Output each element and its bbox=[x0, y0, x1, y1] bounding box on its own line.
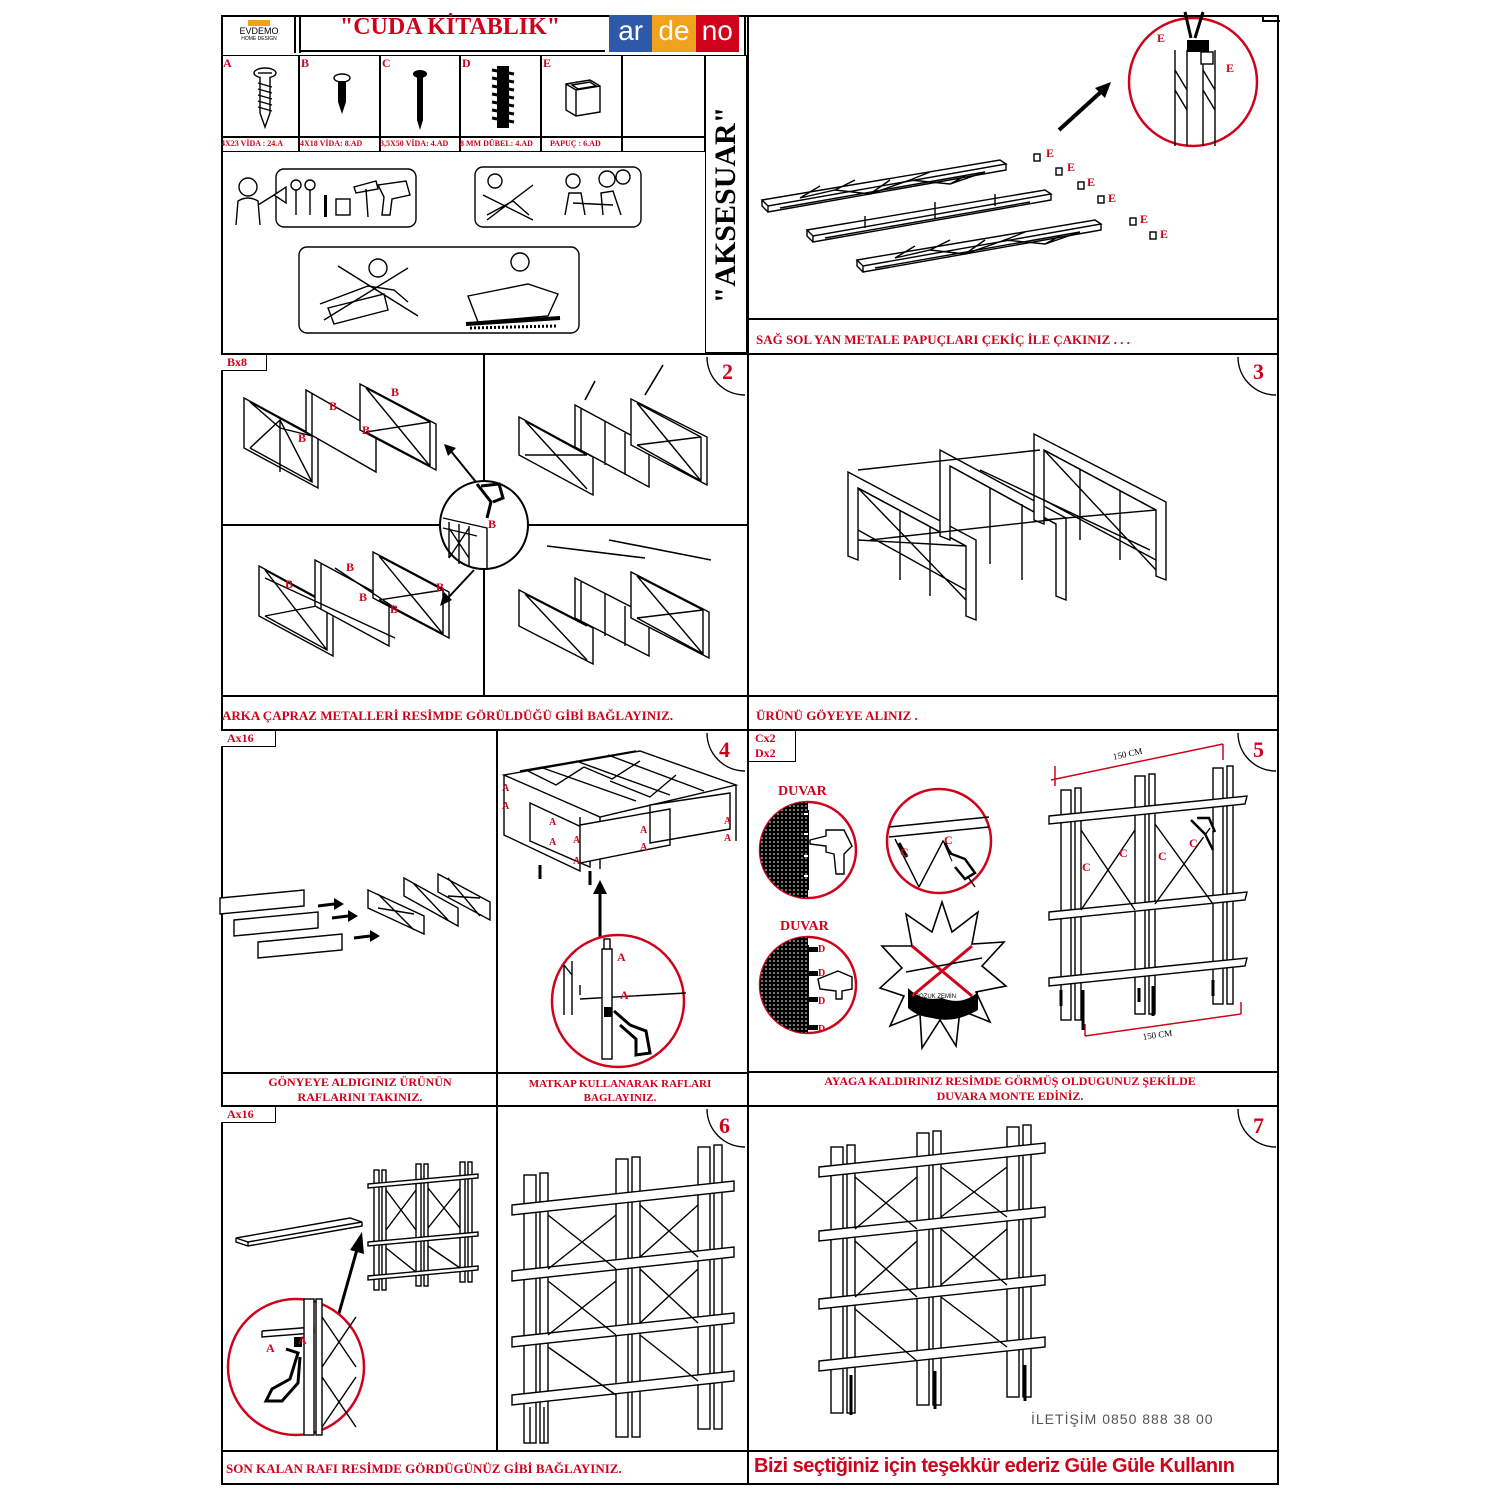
step7-number: 7 bbox=[1253, 1113, 1264, 1138]
label-e: E bbox=[1226, 61, 1235, 75]
screw-a-icon bbox=[250, 65, 280, 135]
label-e: E bbox=[1160, 227, 1169, 241]
step7-final-bookcase bbox=[815, 1125, 1050, 1420]
label-a: A bbox=[502, 783, 510, 794]
bad-floor-warning-icon bbox=[878, 898, 1008, 1058]
logo-part-no: no bbox=[696, 15, 739, 52]
step4-tag: Ax16 bbox=[221, 731, 276, 747]
step6-caption: SON KALAN RAFI RESİMDE GÖRDÜGÜNÜZ GİBİ BAĞLAYINIZ. bbox=[226, 1461, 622, 1476]
label-c: C bbox=[1158, 849, 1167, 863]
screw-b-icon bbox=[330, 72, 354, 122]
logo-part-ar: ar bbox=[609, 15, 652, 52]
floor-protection-pictogram bbox=[298, 246, 582, 336]
label-a: A bbox=[640, 842, 648, 853]
step5-caption: AYAGA KALDIRINIZ RESİMDE GÖRMÜŞ OLDUGUNUZ ŞEKİLDE DUVARA MONTE EDİNİZ. bbox=[824, 1074, 1196, 1103]
label-a: A bbox=[724, 833, 732, 844]
label-a: A bbox=[549, 837, 557, 848]
wall-drill-detail bbox=[756, 800, 866, 902]
label-d: D bbox=[818, 968, 826, 979]
step6-num-arc bbox=[705, 1107, 748, 1150]
hw-spec-e: PAPUÇ : 6.AD bbox=[550, 139, 601, 148]
step4-shelves-insert bbox=[218, 870, 493, 970]
label-b: B bbox=[359, 590, 368, 604]
wall-label: DUVAR bbox=[780, 919, 829, 934]
step4-caption-right: MATKAP KULLANARAK RAFLARI BAGLAYINIZ. bbox=[528, 1078, 712, 1104]
step4-divider-v bbox=[496, 731, 498, 1105]
hw-spec-a: 4X23 VİDA : 24.A bbox=[221, 139, 284, 148]
arrow-to-detail bbox=[1055, 80, 1115, 135]
step1-caption: SAĞ SOL YAN METALE PAPUÇLARI ÇEKİÇ İLE ÇAKINIZ . . . bbox=[756, 332, 1130, 347]
step7-num-arc bbox=[1236, 1107, 1279, 1150]
label-e: E bbox=[1087, 175, 1096, 189]
label-b: B bbox=[390, 602, 399, 616]
label-d: D bbox=[818, 996, 826, 1007]
label-e: E bbox=[1046, 146, 1055, 160]
step6-small-bookcase bbox=[366, 1160, 481, 1290]
step6-number: 6 bbox=[719, 1113, 730, 1138]
label-b: B bbox=[436, 580, 445, 594]
label-a: A bbox=[620, 988, 629, 1002]
label-e: E bbox=[1157, 31, 1166, 45]
hw-col-div bbox=[621, 55, 623, 152]
label-e: E bbox=[1140, 212, 1149, 226]
label-b: B bbox=[362, 423, 371, 437]
label-a: A bbox=[549, 817, 557, 828]
label-a: A bbox=[298, 1333, 307, 1347]
label-e: E bbox=[1067, 160, 1076, 174]
hw-letter-a: A bbox=[223, 56, 232, 70]
hw-col-div bbox=[379, 55, 381, 152]
dimension-bottom: 150 CM bbox=[1142, 1027, 1173, 1042]
step3-caption: ÜRÜNÜ GÖYEYE ALINIZ . bbox=[756, 708, 918, 723]
hw-col-div bbox=[298, 55, 300, 152]
thank-you-message: Bizi seçtiğiniz için teşekkür ederiz Güle Güle Kullanın bbox=[754, 1455, 1235, 1477]
foot-cap-e-icon bbox=[560, 74, 606, 120]
tools-pictogram bbox=[226, 165, 421, 230]
label-c: C bbox=[1082, 860, 1091, 874]
step2-frames-c bbox=[255, 548, 455, 663]
label-c: C bbox=[1119, 846, 1128, 860]
step6-full-bookcase bbox=[508, 1145, 738, 1445]
wall-label: DUVAR bbox=[778, 784, 827, 799]
bad-floor-label: BOZUK ZEMİN bbox=[915, 994, 957, 1000]
step3-frame-assembly bbox=[840, 430, 1180, 630]
ardeno-logo bbox=[609, 15, 739, 52]
step2-number: 2 bbox=[722, 359, 733, 384]
two-person-pictogram bbox=[473, 165, 643, 230]
hw-spec-b: 4X18 VİDA: 8.AD bbox=[300, 139, 363, 148]
label-a: A bbox=[640, 825, 648, 836]
step3-number: 3 bbox=[1253, 359, 1264, 384]
label-a: A bbox=[266, 1341, 275, 1355]
step5-bookcase bbox=[1045, 740, 1255, 1050]
step5-tag-c: Cx2 bbox=[749, 731, 796, 747]
hw-letter-d: D bbox=[462, 56, 471, 70]
step2-frames-b bbox=[515, 365, 715, 500]
step2-tag: Bx8 bbox=[221, 355, 267, 371]
aksesuar-label: "AKSESUAR" bbox=[709, 106, 742, 304]
step1-detail-circle bbox=[1125, 10, 1265, 160]
step2-frames-a bbox=[240, 380, 440, 495]
label-e: E bbox=[1108, 191, 1117, 205]
label-c: C bbox=[900, 845, 909, 859]
step2-arrows bbox=[430, 440, 490, 610]
title-underline bbox=[300, 50, 605, 52]
step4-caption-line bbox=[221, 1072, 747, 1074]
step2-frames-d bbox=[515, 540, 725, 665]
step2-caption: ARKA ÇAPRAZ METALLERİ RESİMDE GÖRÜLDÜĞÜ GİBİ BAĞLAYINIZ. bbox=[222, 708, 674, 723]
label-a: A bbox=[502, 801, 510, 812]
label-d: D bbox=[818, 1024, 826, 1035]
step4-caption-left: GÖNYEYE ALDIGINIZ ÜRÜNÜN RAFLARINI TAKINIZ. bbox=[268, 1075, 452, 1104]
label-a: A bbox=[573, 835, 581, 846]
step6-divider-v bbox=[496, 1107, 498, 1450]
label-b: B bbox=[346, 560, 355, 574]
hw-letter-e: E bbox=[543, 56, 552, 70]
label-b: B bbox=[488, 517, 497, 531]
hw-col-div bbox=[540, 55, 542, 152]
label-c: C bbox=[944, 833, 953, 847]
step5-number: 5 bbox=[1253, 737, 1264, 762]
label-b: B bbox=[329, 399, 338, 413]
brand-logo-left: EVDEMO HOME DESIGN bbox=[224, 18, 294, 50]
header-divider bbox=[294, 15, 296, 53]
wall-dowel-detail bbox=[756, 935, 866, 1037]
logo-part-de: de bbox=[652, 15, 695, 52]
hw-letter-c: C bbox=[382, 56, 391, 70]
hardware-table-spec-line bbox=[221, 136, 705, 138]
label-b: B bbox=[285, 577, 294, 591]
step6-tag: Ax16 bbox=[221, 1107, 276, 1123]
contact-line: İLETİŞİM 0850 888 38 00 bbox=[1031, 1411, 1214, 1427]
label-b: B bbox=[391, 385, 400, 399]
step3-num-arc bbox=[1236, 355, 1279, 398]
label-a: A bbox=[724, 816, 732, 827]
label-d: D bbox=[818, 944, 826, 955]
step6-detail-circle bbox=[226, 1297, 368, 1439]
dowel-d-icon bbox=[488, 64, 518, 134]
step4-frame-with-shelves bbox=[500, 745, 740, 885]
step4-up-arrow bbox=[590, 880, 610, 940]
header-right-line bbox=[744, 15, 746, 55]
foot-caps-small bbox=[1030, 150, 1170, 250]
label-b: B bbox=[298, 431, 307, 445]
wall-bracket-detail bbox=[885, 787, 995, 897]
screw-c-icon bbox=[410, 68, 430, 134]
step5-tag-d: Dx2 bbox=[749, 746, 796, 762]
label-c: C bbox=[1189, 836, 1198, 850]
hw-letter-b: B bbox=[301, 56, 310, 70]
brand-name: EVDEMO bbox=[239, 26, 279, 36]
step4-number: 4 bbox=[719, 737, 730, 762]
label-a: A bbox=[573, 856, 581, 867]
hw-spec-c: 3,5X50 VİDA: 4.AD bbox=[380, 139, 449, 148]
label-a: A bbox=[617, 950, 626, 964]
dimension-top: 150 CM bbox=[1112, 745, 1144, 762]
hw-col-div bbox=[459, 55, 461, 152]
hw-spec-d: 8 MM DÜBEL: 4.AD bbox=[460, 139, 533, 148]
product-title: "CUDA KİTABLIK" bbox=[339, 14, 561, 40]
